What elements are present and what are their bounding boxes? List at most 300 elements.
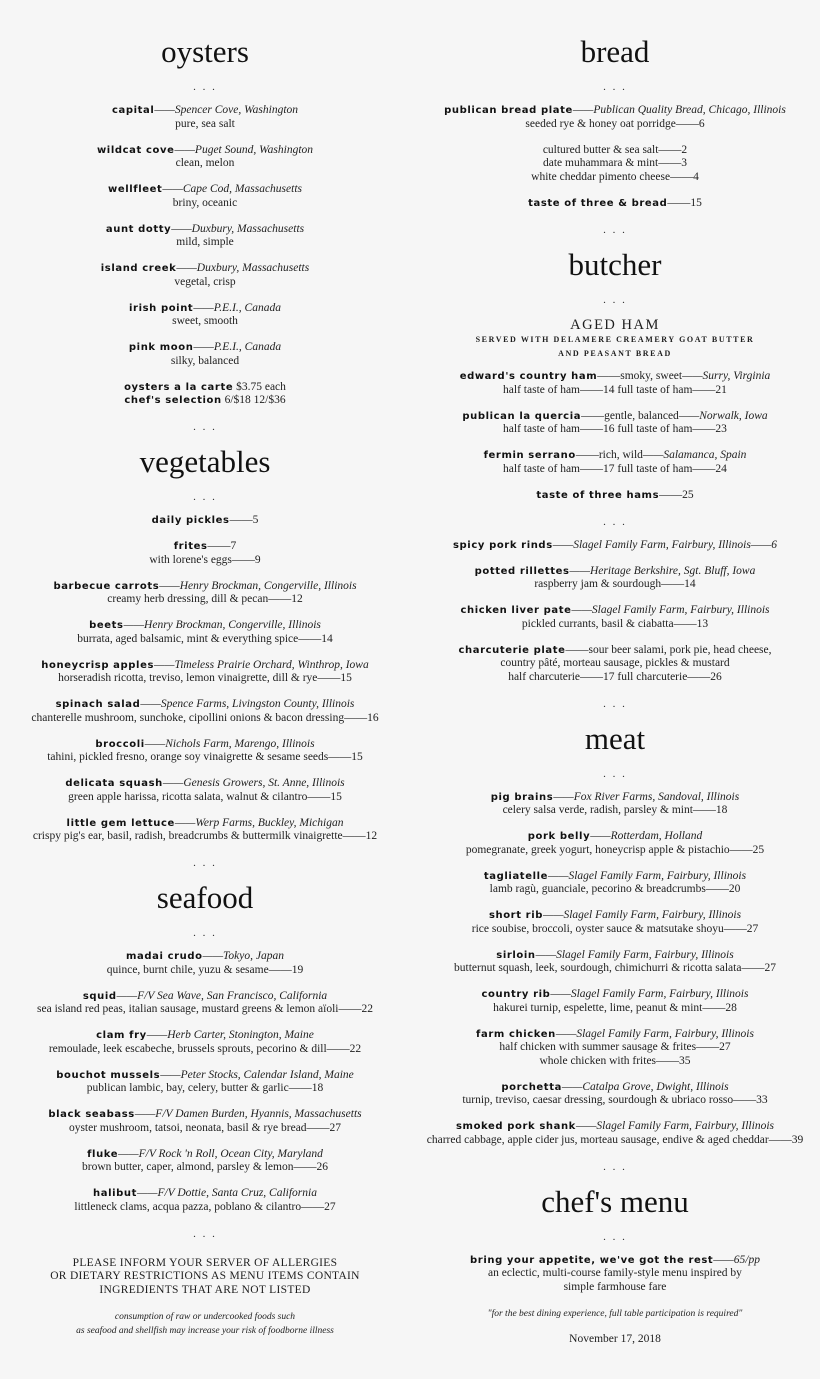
menu-item-line xyxy=(410,463,820,477)
menu-item-madai-crudo xyxy=(0,950,410,977)
menu-item-line xyxy=(0,712,410,726)
item-detail: ——smoky, sweet xyxy=(597,370,683,382)
menu-item-line xyxy=(410,909,820,923)
item-detail: $3.75 each xyxy=(233,380,286,393)
menu-item-oysters-a-la-carte xyxy=(0,381,410,408)
item-detail: cultured butter & sea salt——2 xyxy=(542,143,688,156)
menu-item-line xyxy=(410,384,820,398)
menu-item-line xyxy=(410,410,820,424)
item-name: halibut xyxy=(93,1188,137,1199)
item-name: pork belly xyxy=(527,831,591,842)
menu-item-little-gem-lettuce xyxy=(0,817,410,844)
item-origin: ——Fox River Farms, Sandoval, Illinois xyxy=(553,790,740,803)
menu-item-beets xyxy=(0,619,410,646)
menu-item-line xyxy=(410,1307,820,1321)
menu-item-farm-chicken xyxy=(410,1028,820,1069)
item-name: spicy pork rinds xyxy=(453,539,553,551)
item-origin: ——Timeless Prairie Orchard, Winthrop, Iowa xyxy=(154,658,369,671)
item-origin: ——Slagel Family Farm, Fairbury, Illinois——6 xyxy=(552,538,777,551)
menu-item-line xyxy=(410,1134,820,1148)
item-name: fermin serrano xyxy=(483,450,576,461)
menu-item-publican-la-quercia xyxy=(410,410,820,437)
item-name: short rib xyxy=(488,910,543,921)
menu-item-line xyxy=(0,777,410,791)
menu-section-butcher xyxy=(410,247,820,711)
item-detail: half taste of ham——14 full taste of ham——21 xyxy=(503,383,727,396)
item-detail: oyster mushroom, tatsoi, neonata, basil & rye bread——27 xyxy=(68,1121,342,1134)
item-detail: pure, sea salt xyxy=(175,117,235,130)
menu-item-honeycrisp-apples xyxy=(0,659,410,686)
menu-item-line xyxy=(410,104,820,118)
item-detail: half taste of ham——16 full taste of ham——23 xyxy=(503,423,727,435)
item-name: aunt dotty xyxy=(105,223,172,235)
menu-item-line xyxy=(0,593,410,607)
menu-item-line xyxy=(410,539,820,553)
menu-item-line xyxy=(0,315,410,329)
menu-item-charcuterie-plate xyxy=(410,644,820,685)
item-detail: creamy herb dressing, dill & pecan——12 xyxy=(107,593,303,605)
section-divider: . . . xyxy=(603,697,627,710)
item-name: chef's selection xyxy=(124,395,222,406)
section-divider: . . . xyxy=(193,857,217,869)
menu-item-line xyxy=(0,1201,410,1215)
item-detail: whole chicken with frites——35 xyxy=(539,1054,691,1067)
menu-item-line xyxy=(0,698,410,712)
section-title: bread xyxy=(580,34,650,69)
item-name: fluke xyxy=(87,1148,119,1160)
item-origin: ——Henry Brockman, Congerville, Illinois xyxy=(123,619,321,631)
menu-item-line xyxy=(0,1270,410,1284)
menu-item-line xyxy=(0,672,410,686)
item-detail: celery salsa verde, radish, parsley & mint——18 xyxy=(502,804,728,816)
item-detail: date muhammara & mint——3 xyxy=(542,157,688,169)
menu-item-irish-point xyxy=(0,302,410,329)
menu-item-line xyxy=(410,804,820,818)
menu-item-november-17-2018 xyxy=(410,1333,820,1347)
item-origin: ——Slagel Family Farm, Fairbury, Illinois xyxy=(548,869,747,882)
item-detail: littleneck clams, acqua pazza, poblano & cilantro——27 xyxy=(74,1200,336,1213)
item-origin: ——Henry Brockman, Congerville, Illinois xyxy=(159,579,357,592)
item-origin: ——Salamanca, Spain xyxy=(642,449,747,461)
item-origin: ——Slagel Family Farm, Fairbury, Illinois xyxy=(550,988,749,1000)
menu-item-line xyxy=(0,1324,410,1338)
item-detail: burrata, aged balsamic, mint & everything spice——14 xyxy=(77,632,333,645)
item-origin: ——Rotterdam, Holland xyxy=(590,830,703,842)
menu-section-meat xyxy=(410,721,820,1174)
menu-item-line xyxy=(0,157,410,171)
menu-item-wellfleet xyxy=(0,183,410,210)
menu-item-line xyxy=(0,183,410,197)
menu-item-line xyxy=(0,791,410,805)
menu-item-line xyxy=(0,950,410,964)
fine-print: as seafood and shellfish may increase your risk of foodborne illness xyxy=(76,1325,334,1336)
menu-item-line xyxy=(410,830,820,844)
menu-item-line xyxy=(410,657,820,671)
menu-item-line xyxy=(410,449,820,463)
section-divider: . . . xyxy=(603,81,627,93)
item-detail: white cheddar pimento cheese——4 xyxy=(531,170,699,183)
menu-item-line xyxy=(0,236,410,250)
item-origin: ——Herb Carter, Stonington, Maine xyxy=(146,1029,314,1041)
menu-item-line xyxy=(410,1120,820,1134)
item-name: squid xyxy=(82,990,117,1002)
menu-item-line xyxy=(0,1161,410,1175)
menu-item-line xyxy=(410,333,820,347)
item-detail: brown butter, caper, almond, parsley & lemon——26 xyxy=(82,1161,328,1173)
menu-item-line xyxy=(0,751,410,765)
item-detail: simple farmhouse fare xyxy=(563,1280,667,1293)
section-divider: . . . xyxy=(193,491,217,503)
item-name: honeycrisp apples xyxy=(41,659,155,671)
item-name: publican bread plate xyxy=(444,105,573,116)
menu-item-line xyxy=(410,578,820,592)
menu-item-smoked-pork-shank xyxy=(410,1120,820,1147)
menu-item-line xyxy=(410,1041,820,1055)
item-detail: pomegranate, greek yogurt, honeycrisp apple & pistachio——25 xyxy=(465,843,765,856)
menu-item-line xyxy=(410,644,820,658)
item-detail: publican lambic, bay, celery, butter & garlic——18 xyxy=(86,1082,324,1094)
menu-item-line xyxy=(0,1069,410,1083)
section-divider: . . . xyxy=(603,293,627,306)
item-detail: lamb ragù, guanciale, pecorino & breadcrumbs——20 xyxy=(489,883,741,895)
menu-item-line xyxy=(0,554,410,568)
item-detail: half chicken with summer sausage & frites——27 xyxy=(499,1041,731,1053)
menu-column-left xyxy=(0,34,410,1350)
fine-print: "for the best dining experience, full table participation is required" xyxy=(487,1308,743,1319)
subsection-heading: AGED HAM xyxy=(570,316,660,333)
item-name: irish point xyxy=(129,302,194,314)
menu-section-seafood xyxy=(0,880,410,1338)
menu-item-spicy-pork-rinds xyxy=(410,539,820,553)
menu-item-consumption-of-raw-or-undercooked-foods- xyxy=(0,1310,410,1338)
menu-item-line xyxy=(0,1043,410,1057)
menu-section-bread xyxy=(410,34,820,237)
menu-item-bring-your-appetite-we-ve-got-the-rest xyxy=(410,1254,820,1295)
section-title: oysters xyxy=(161,34,249,69)
item-detail: seeded rye & honey oat porridge——6 xyxy=(525,117,705,130)
item-detail: 6/$18 12/$36 xyxy=(221,394,286,406)
menu-item-delicata-squash xyxy=(0,777,410,804)
menu-item-line xyxy=(410,565,820,579)
menu-item-line xyxy=(0,1108,410,1122)
menu-item-aunt-dotty xyxy=(0,223,410,250)
allergy-notice: PLEASE INFORM YOUR SERVER OF ALLERGIES xyxy=(72,1256,338,1269)
item-name: pink moon xyxy=(128,342,194,353)
section-divider: . . . xyxy=(603,223,627,236)
menu-item-line xyxy=(410,171,820,185)
menu-item-line xyxy=(0,990,410,1004)
menu-item-line xyxy=(410,1281,820,1295)
item-origin: ——F/V Damen Burden, Hyannis, Massachusetts xyxy=(134,1108,362,1120)
item-name: beets xyxy=(89,620,124,631)
item-name: broccoli xyxy=(95,738,145,750)
item-origin: ——Werp Farms, Buckley, Michigan xyxy=(174,816,344,829)
menu-item-daily-pickles xyxy=(0,514,410,528)
section-divider: . . . xyxy=(603,1160,627,1173)
allergy-notice: OR DIETARY RESTRICTIONS AS MENU ITEMS CONTAIN xyxy=(50,1270,360,1282)
menu-item-barbecue-carrots xyxy=(0,580,410,607)
section-divider: . . . xyxy=(193,421,217,433)
item-detail: turnip, treviso, caesar dressing, sourdough & ubriaco rosso——33 xyxy=(462,1094,768,1106)
menu-item-line xyxy=(0,1310,410,1324)
item-detail: pickled currants, basil & ciabatta——13 xyxy=(521,617,709,630)
item-detail: raspberry jam & sourdough——14 xyxy=(534,578,696,590)
section-divider: . . . xyxy=(193,927,217,939)
fine-print: consumption of raw or undercooked foods such xyxy=(114,1311,296,1322)
menu-item-taste-of-three-bread xyxy=(410,197,820,211)
item-detail: sweet, smooth xyxy=(172,315,238,327)
menu-item-line xyxy=(410,949,820,963)
item-name: spinach salad xyxy=(55,699,141,710)
item-name: frites xyxy=(173,541,208,552)
item-name: clam fry xyxy=(96,1030,147,1041)
item-detail: quince, burnt chile, yuzu & sesame——19 xyxy=(106,963,304,976)
item-detail: ——sour beer salami, pork pie, head cheese, xyxy=(565,643,772,656)
item-detail: ——5 xyxy=(229,514,259,526)
menu-item-line xyxy=(0,341,410,355)
item-detail: green apple harissa, ricotta salata, walnut & cilantro——15 xyxy=(68,790,342,803)
menu-item-line xyxy=(410,317,820,334)
menu-item-line xyxy=(410,1028,820,1042)
menu-item-line xyxy=(410,844,820,858)
menu-item-please-inform-your-server-of-allergies xyxy=(0,1257,410,1298)
item-origin: ——Slagel Family Farm, Fairbury, Illinois xyxy=(543,909,742,921)
menu-item-line xyxy=(0,262,410,276)
menu-item-line xyxy=(410,923,820,937)
menu-item-line xyxy=(410,988,820,1002)
item-name: taste of three hams xyxy=(536,489,660,501)
menu-item-short-rib xyxy=(410,909,820,936)
item-name: charcuterie plate xyxy=(458,644,566,656)
menu-item-line xyxy=(0,144,410,158)
item-origin: ——Genesis Growers, St. Anne, Illinois xyxy=(162,777,345,789)
menu-item-line xyxy=(0,118,410,132)
item-detail: sea island red peas, italian sausage, mustard greens & lemon aïoli——22 xyxy=(37,1003,373,1015)
item-name: country rib xyxy=(481,989,551,1000)
item-detail: remoulade, leek escabeche, brussels sprouts, pecorino & dill——22 xyxy=(48,1042,362,1055)
menu-item-line xyxy=(0,580,410,594)
item-name: pig brains xyxy=(490,791,554,803)
menu-item-cultured-butter-sea-salt-2 xyxy=(410,144,820,185)
menu-item-line xyxy=(410,1254,820,1268)
menu-item-porchetta xyxy=(410,1081,820,1108)
section-title: vegetables xyxy=(139,444,271,479)
menu-item-squid xyxy=(0,990,410,1017)
menu-item-line xyxy=(0,964,410,978)
item-detail: butternut squash, leek, sourdough, chimichurri & ricotta salata——27 xyxy=(454,962,776,974)
menu-item-line xyxy=(410,423,820,437)
menu-item-line xyxy=(0,381,410,395)
item-detail: ——rich, wild xyxy=(575,449,643,461)
item-name: publican la quercia xyxy=(462,410,582,422)
item-name: chicken liver pate xyxy=(460,605,572,616)
item-origin: ——F/V Sea Wave, San Francisco, California xyxy=(116,989,328,1002)
menu-item-clam-fry xyxy=(0,1029,410,1056)
menu-item-tagliatelle xyxy=(410,870,820,897)
menu-item-line xyxy=(0,817,410,831)
menu-item-potted-rillettes xyxy=(410,565,820,592)
menu-item-publican-bread-plate xyxy=(410,104,820,131)
section-title: seafood xyxy=(156,880,254,915)
item-name: delicata squash xyxy=(65,778,163,789)
item-detail: clean, melon xyxy=(175,157,235,169)
item-origin: ——P.E.I., Canada xyxy=(193,341,282,353)
item-name: oysters a la carte xyxy=(124,381,234,393)
menu-item-line xyxy=(410,1055,820,1069)
menu-item-line xyxy=(410,1094,820,1108)
menu-item-black-seabass xyxy=(0,1108,410,1135)
menu-item-aged-ham xyxy=(410,317,820,361)
menu-item-island-creek xyxy=(0,262,410,289)
menu-section-oysters xyxy=(0,34,410,434)
menu-item-line xyxy=(0,540,410,554)
menu-item-line xyxy=(0,1148,410,1162)
item-name: farm chicken xyxy=(476,1028,556,1040)
item-detail: crispy pig's ear, basil, radish, breadcrumbs & buttermilk vinaigrette——12 xyxy=(32,830,378,842)
menu-item-capital xyxy=(0,104,410,131)
subsection-note: AND PEASANT BREAD xyxy=(558,348,672,358)
menu-item-line xyxy=(410,118,820,132)
menu-item-chicken-liver-pate xyxy=(410,604,820,631)
menu-item-pork-belly xyxy=(410,830,820,857)
menu-item-line xyxy=(410,604,820,618)
menu-item-line xyxy=(410,1002,820,1016)
item-detail: ——15 xyxy=(667,196,702,209)
menu-item-line xyxy=(410,883,820,897)
menu-item-taste-of-three-hams xyxy=(410,489,820,503)
item-origin: ——Slagel Family Farm, Fairbury, Illinois xyxy=(575,1120,774,1132)
menu-item-line xyxy=(410,1267,820,1281)
item-origin: ——Spencer Cove, Washington xyxy=(154,104,299,116)
section-divider: . . . xyxy=(603,767,627,780)
menu-item-line xyxy=(0,197,410,211)
item-name: black seabass xyxy=(48,1109,135,1120)
subsection-note: SERVED WITH DELAMERE CREAMERY GOAT BUTTER xyxy=(475,335,755,344)
section-divider: . . . xyxy=(193,1227,217,1240)
item-detail: mild, simple xyxy=(176,236,234,248)
item-name: barbecue carrots xyxy=(53,580,160,592)
menu-item-country-rib xyxy=(410,988,820,1015)
item-origin: ——Slagel Family Farm, Fairbury, Illinois xyxy=(571,604,770,616)
section-divider: . . . xyxy=(603,1230,627,1243)
item-name: potted rillettes xyxy=(474,565,570,577)
menu-section-vegetables xyxy=(0,444,410,870)
item-name: wellfleet xyxy=(107,184,163,195)
menu-item-line xyxy=(410,671,820,685)
menu-item-line xyxy=(0,1257,410,1271)
item-name: wildcat cove xyxy=(96,144,175,156)
menu-item-line xyxy=(0,1082,410,1096)
item-origin: ——Slagel Family Farm, Fairbury, Illinois xyxy=(535,948,734,961)
item-origin: ——Norwalk, Iowa xyxy=(678,409,768,422)
item-origin: ——Publican Quality Bread, Chicago, Illinois xyxy=(572,104,786,116)
menu-item-for-the-best-dining-experience-full-tabl xyxy=(410,1307,820,1321)
item-origin: ——Slagel Family Farm, Fairbury, Illinois xyxy=(555,1027,754,1040)
menu-section-chef-s-menu xyxy=(410,1184,820,1347)
menu-item-line xyxy=(0,1187,410,1201)
item-origin: ——Peter Stocks, Calendar Island, Maine xyxy=(160,1068,354,1081)
menu-item-edward-s-country-ham xyxy=(410,370,820,397)
item-origin: ——Catalpa Grove, Dwight, Illinois xyxy=(561,1080,729,1093)
item-origin: ——Cape Cod, Massachusetts xyxy=(162,183,302,195)
item-detail: half charcuterie——17 full charcuterie——26 xyxy=(508,670,722,683)
menu-item-line xyxy=(0,104,410,118)
menu-item-line xyxy=(0,659,410,673)
menu-item-broccoli xyxy=(0,738,410,765)
menu-item-line xyxy=(410,618,820,632)
menu-item-bouchot-mussels xyxy=(0,1069,410,1096)
item-origin: ——Tokyo, Japan xyxy=(202,950,284,962)
item-name: madai crudo xyxy=(126,951,203,962)
item-origin: ——Surry, Virginia xyxy=(682,370,771,382)
item-origin: ——P.E.I., Canada xyxy=(193,301,281,314)
item-name: tagliatelle xyxy=(483,870,549,882)
menu-item-line xyxy=(410,870,820,884)
menu-item-line xyxy=(0,302,410,316)
menu-item-fluke xyxy=(0,1148,410,1175)
item-detail: silky, balanced xyxy=(170,354,240,367)
item-name: porchetta xyxy=(501,1081,562,1093)
item-origin: ——Nichols Farm, Marengo, Illinois xyxy=(144,737,315,750)
section-title: meat xyxy=(584,720,646,756)
menu-item-line xyxy=(0,514,410,528)
menu-item-line xyxy=(0,619,410,633)
menu-item-line xyxy=(0,355,410,369)
menu-item-line xyxy=(410,791,820,805)
item-origin: ——65/pp xyxy=(713,1253,760,1266)
section-title: chef's menu xyxy=(541,1183,689,1219)
item-detail: country pâté, morteau sausage, pickles & mustard xyxy=(500,657,730,669)
item-name: bring your appetite, we've got the rest xyxy=(470,1254,714,1266)
item-origin: ——Duxbury, Massachusetts xyxy=(171,222,305,235)
item-name: little gem lettuce xyxy=(66,817,175,829)
menu-item-line xyxy=(0,1122,410,1136)
menu-item-frites xyxy=(0,540,410,567)
menu-item-line xyxy=(410,489,820,503)
item-detail: charred cabbage, apple cider jus, morteau sausage, endive & aged cheddar——39 xyxy=(426,1133,804,1146)
item-name: bouchot mussels xyxy=(56,1069,161,1081)
menu-item-line xyxy=(0,223,410,237)
item-detail: chanterelle mushroom, sunchoke, cipollini onions & bacon dressing——16 xyxy=(31,711,379,724)
menu-item-line xyxy=(0,394,410,408)
item-detail: horseradish ricotta, treviso, lemon vinaigrette, dill & rye——15 xyxy=(58,672,352,684)
item-origin: ——Spence Farms, Livingston County, Illinois xyxy=(140,698,355,710)
menu-item-wildcat-cove xyxy=(0,144,410,171)
menu-item-line xyxy=(410,370,820,384)
item-detail: ——gentle, balanced xyxy=(581,409,679,422)
menu-item-pink-moon xyxy=(0,341,410,368)
menu-item-line xyxy=(0,830,410,844)
item-origin: ——Duxbury, Massachusetts xyxy=(176,262,310,274)
item-detail: hakurei turnip, espelette, lime, peanut & mint——28 xyxy=(493,1001,737,1014)
menu-item-sirloin xyxy=(410,949,820,976)
item-detail: with lorene's eggs——9 xyxy=(149,553,261,566)
menu-item-line xyxy=(0,738,410,752)
menu-item-line xyxy=(0,276,410,290)
item-name: sirloin xyxy=(496,949,536,961)
menu-item-line xyxy=(410,197,820,211)
item-detail: vegetal, crisp xyxy=(174,275,236,288)
allergy-notice: INGREDIENTS THAT ARE NOT LISTED xyxy=(99,1283,311,1296)
menu-item-line xyxy=(0,1284,410,1298)
item-detail: an eclectic, multi-course family-style menu inspired by xyxy=(488,1267,742,1279)
section-divider: . . . xyxy=(193,81,217,93)
item-detail: tahini, pickled fresno, orange soy vinaigrette & sesame seeds——15 xyxy=(47,751,363,763)
item-origin: ——Puget Sound, Washington xyxy=(174,143,314,156)
menu-item-spinach-salad xyxy=(0,698,410,725)
menu-item-line xyxy=(0,1029,410,1043)
menu-item-halibut xyxy=(0,1187,410,1214)
